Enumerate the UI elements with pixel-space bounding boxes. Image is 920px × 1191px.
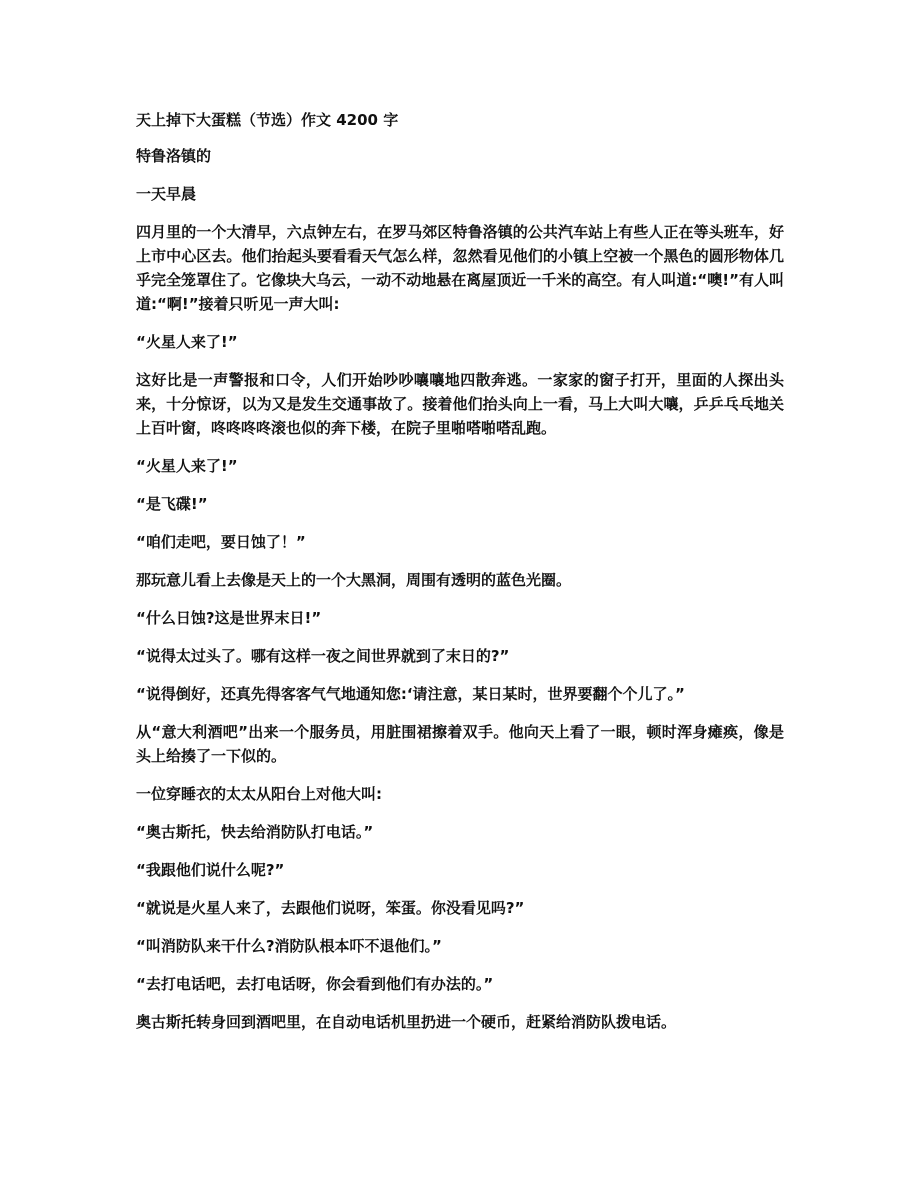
paragraph: 从“意大利酒吧”出来一个服务员，用脏围裙擦着双手。他向天上看了一眼，顿时浑身瘫痪，像是头上给揍了一下似的。 xyxy=(136,723,784,765)
paragraph: 这好比是一声警报和口令，人们开始吵吵嚷嚷地四散奔逃。一家家的窗子打开，里面的人探出头来，十分惊讶，以为又是发生交通事故了。接着他们抬头向上一看，马上大叫大嚷，乒乒乓乓地关上百叶窗，咚咚咚咚滚也似的奔下楼，在院子里啪嗒啪嗒乱跑。 xyxy=(136,371,784,437)
paragraph: “火星人来了!” xyxy=(136,457,238,475)
paragraph: 特鲁洛镇的 xyxy=(136,147,212,165)
paragraph: “说得倒好，还真先得客客气气地通知您:‘请注意，某日某时，世界要翻个个儿了。” xyxy=(136,685,685,703)
paragraph: 一天早晨 xyxy=(136,185,197,203)
paragraph: 一位穿睡衣的太太从阳台上对他大叫: xyxy=(136,785,383,803)
paragraph: “去打电话吧，去打电话呀，你会看到他们有办法的。” xyxy=(136,975,494,993)
paragraph: “火星人来了!” xyxy=(136,333,238,351)
paragraph: “就说是火星人来了，去跟他们说呀，笨蛋。你没看见吗?” xyxy=(136,899,525,917)
paragraph: “咱们走吧，要日蚀了！” xyxy=(136,533,306,551)
paragraph: “叫消防队来干什么?消防队根本吓不退他们。” xyxy=(136,937,442,955)
document-title: 天上掉下大蛋糕（节选）作文 4200 字 xyxy=(136,111,399,129)
paragraph: “什么日蚀?这是世界末日!” xyxy=(136,609,322,627)
paragraph: 奥古斯托转身回到酒吧里，在自动电话机里扔进一个硬币，赶紧给消防队拨电话。 xyxy=(136,1013,677,1031)
paragraph: “奥古斯托，快去给消防队打电话。” xyxy=(136,823,374,841)
paragraph: 四月里的一个大清早，六点钟左右，在罗马郊区特鲁洛镇的公共汽车站上有些人正在等头班车，好上市中心区去。他们抬起头要看看天气怎么样，忽然看见他们的小镇上空被一个黑色的圆形物体几乎完全笼罩住了。它像块大乌云，一动不动地悬在离屋顶近一千米的高空。有人叫道:“噢!”有人叫道:“啊!”接着只听见一声大叫: xyxy=(136,223,784,313)
paragraph: 那玩意儿看上去像是天上的一个大黑洞，周围有透明的蓝色光圈。 xyxy=(136,571,572,589)
paragraph: “说得太过头了。哪有这样一夜之间世界就到了末日的?” xyxy=(136,647,510,665)
document-page xyxy=(136,108,784,1034)
paragraph: “我跟他们说什么呢?” xyxy=(136,861,285,879)
paragraph: “是飞碟!” xyxy=(136,495,208,513)
